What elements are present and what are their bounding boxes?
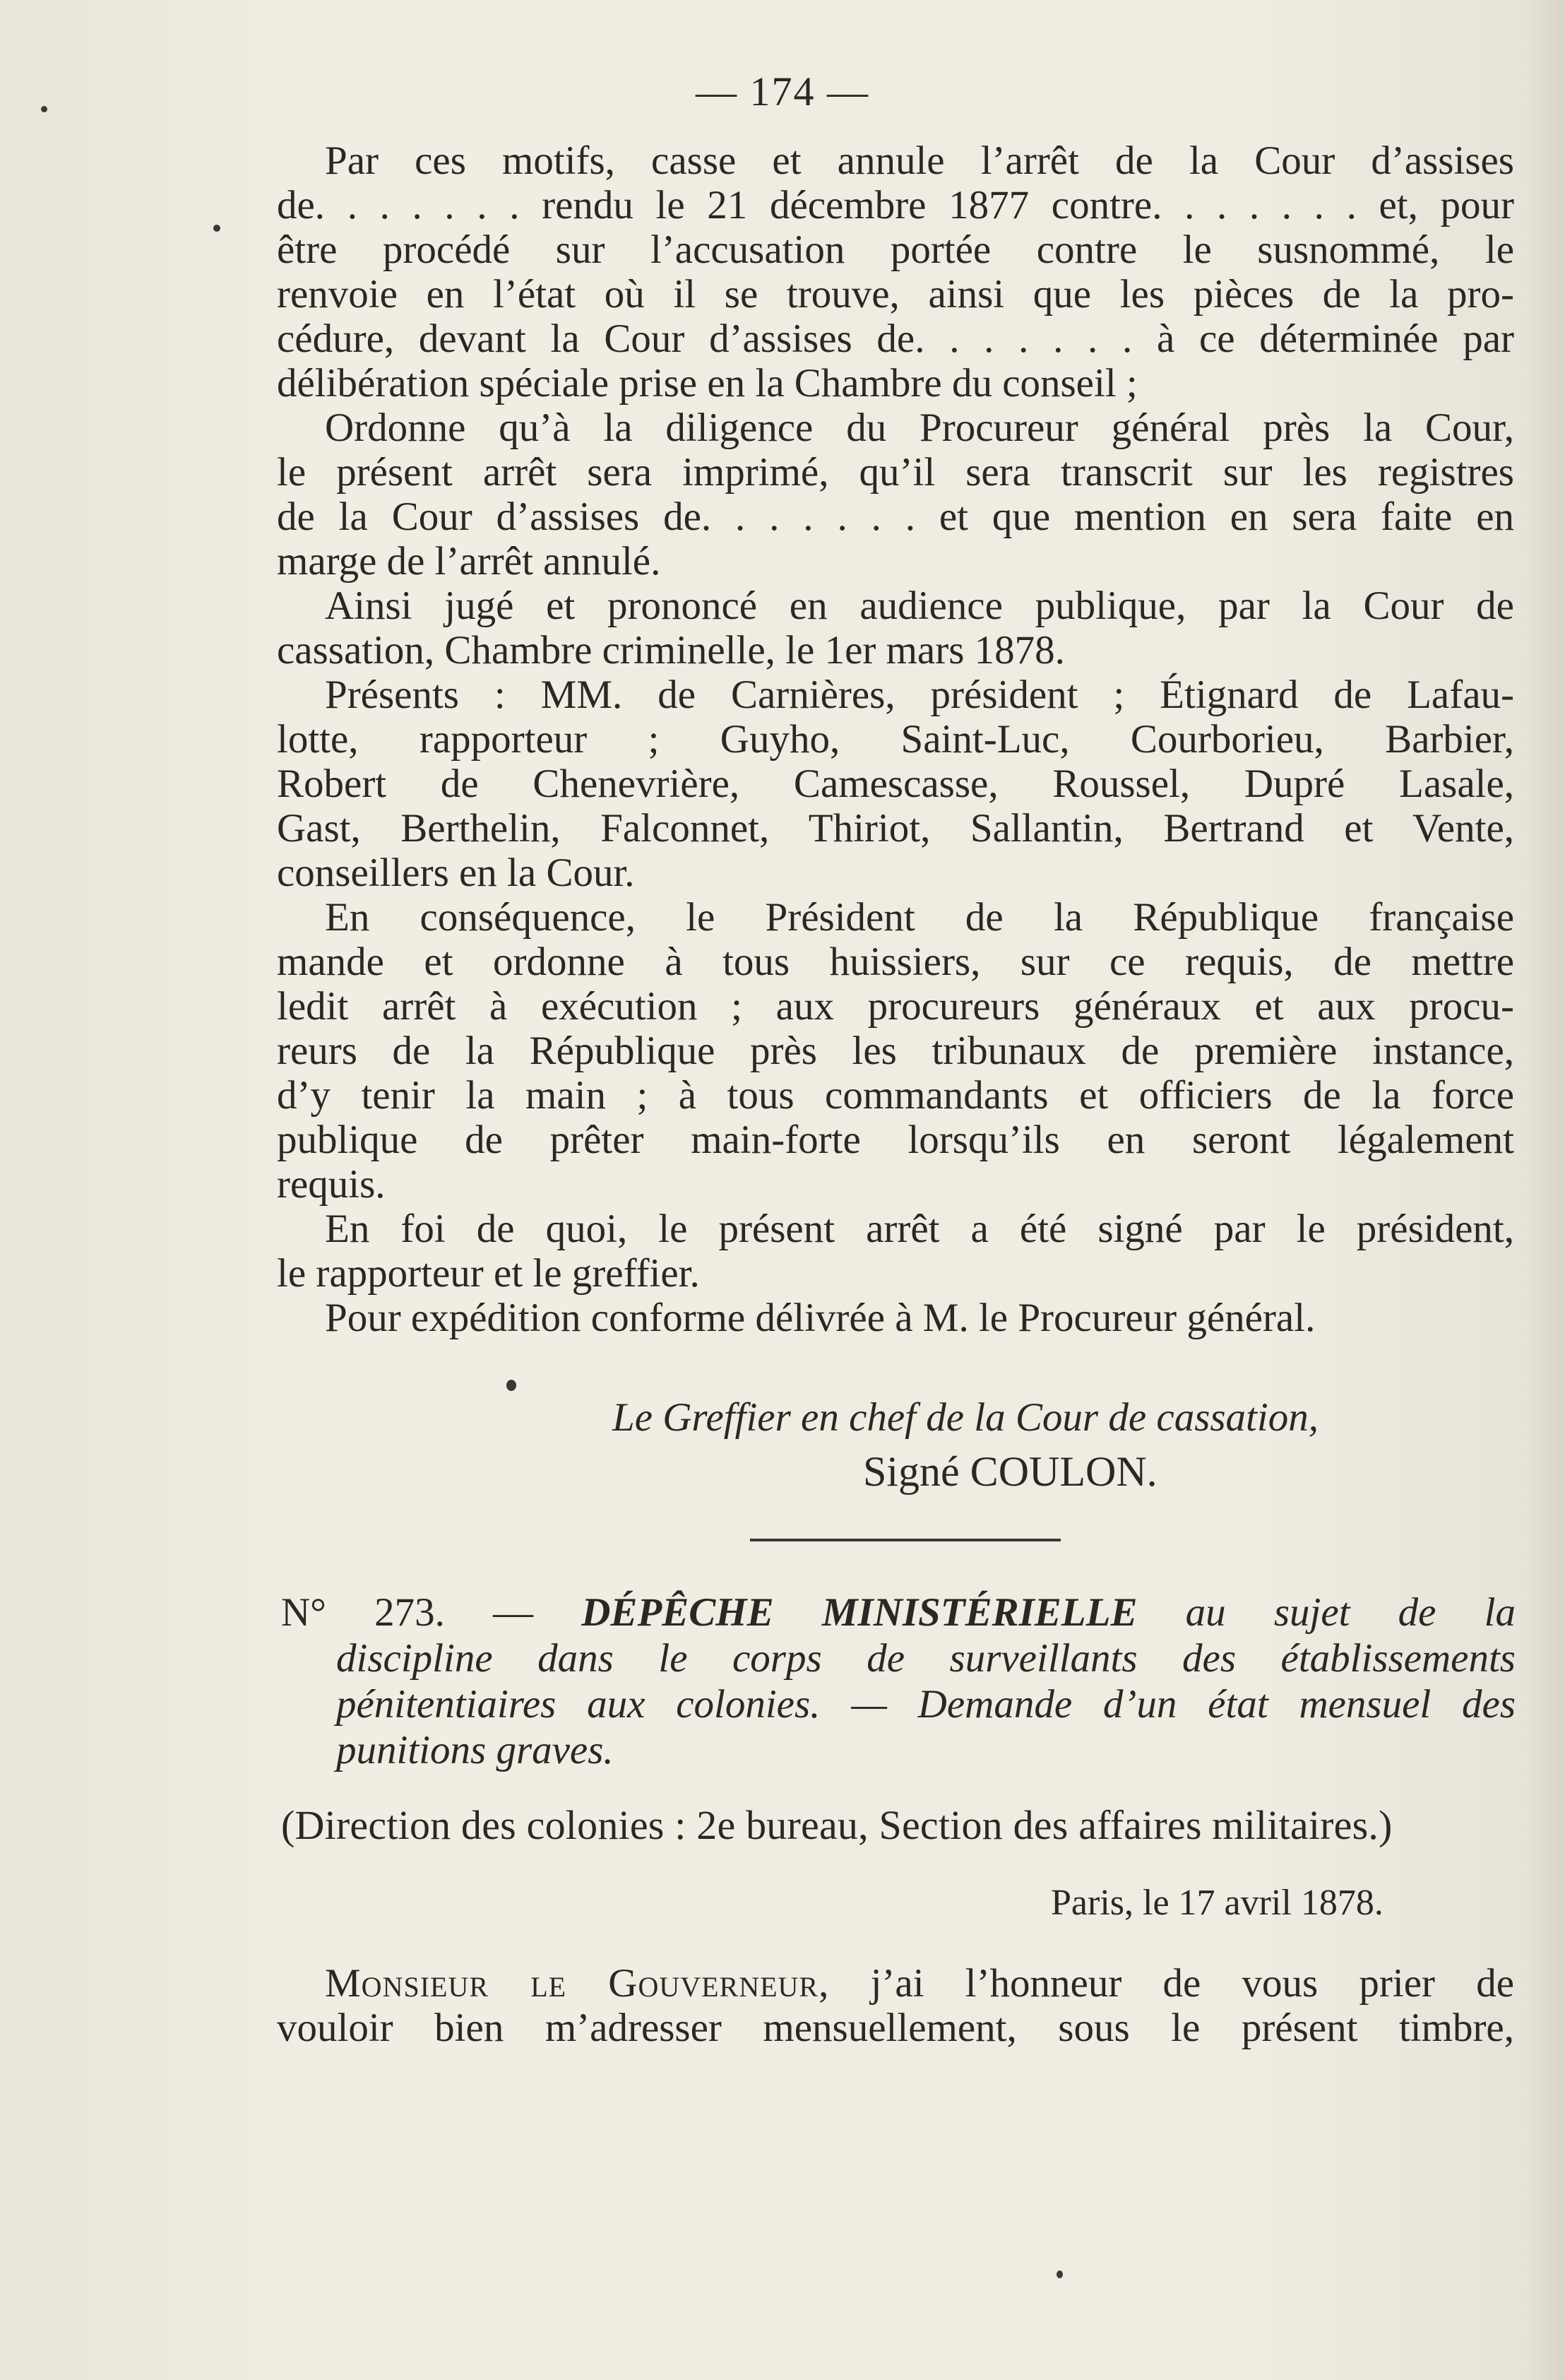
text-line: publique de prêter main-forte lorsqu’ils en seront légalement [277, 1118, 1514, 1162]
dateline: Paris, le 17 avril 1878. [1051, 1883, 1383, 1923]
text-line: Robert de Chenevrière, Camescasse, Roussel, Dupré Lasale, [277, 762, 1514, 806]
letter-opening [277, 1961, 1514, 2050]
text-line: lotte, rapporteur ; Guyho, Saint-Luc, Courborieu, Barbier, [277, 717, 1514, 762]
text-line: de. . . . . . . rendu le 21 décembre 1877 contre. . . . . . . et, pour [277, 183, 1514, 227]
text-line: cédure, devant la Cour d’assises de. . . . . . . à ce déterminée par [277, 316, 1514, 361]
direction-line: (Direction des colonies : 2e bureau, Section des affaires militaires.) [281, 1802, 1393, 1848]
text-line: le présent arrêt sera imprimé, qu’il sera transcrit sur les registres [277, 450, 1514, 495]
text-line: En foi de quoi, le présent arrêt a été signé par le président, [325, 1207, 1514, 1251]
page-edge-shadow [1523, 0, 1565, 2380]
text-line: reurs de la République près les tribunaux de première instance, [277, 1029, 1514, 1073]
decision-text [277, 138, 1514, 1340]
section-divider [750, 1539, 1061, 1541]
text-line [277, 1961, 1514, 2006]
text-line: ledit arrêt à exécution ; aux procureurs généraux et aux procu- [277, 984, 1514, 1029]
text-line: Par ces motifs, casse et annule l’arrêt de la Cour d’assises [325, 138, 1514, 183]
text-line: mande et ordonne à tous huissiers, sur ce requis, de mettre [277, 940, 1514, 984]
ink-speck [506, 1380, 516, 1391]
text-line: de la Cour d’assises de. . . . . . . et que mention en sera faite en [277, 495, 1514, 539]
text-line: marge de l’arrêt annulé. [277, 539, 661, 584]
notice-line [281, 1681, 1516, 1727]
notice-heading [281, 1589, 1516, 1773]
notice-line [281, 1589, 1516, 1635]
notice-subject: au sujet de la [1185, 1590, 1516, 1635]
notice-subject-line: discipline dans le corps de surveillants des établissements [336, 1636, 1516, 1681]
text-line: Présents : MM. de Carnières, président ; Étignard de Lafau- [325, 673, 1514, 717]
signature-block [277, 1395, 1514, 1494]
ink-speck [41, 106, 47, 112]
notice-number: N° 273. — [281, 1590, 534, 1635]
notice-title: DÉPÊCHE MINISTÉRIELLE [581, 1590, 1138, 1635]
text-line: requis. [277, 1162, 386, 1207]
notice-subject-line: punitions graves. [336, 1728, 614, 1772]
salutation: Monsieur le Gouverneur, [325, 1961, 830, 2006]
text-line: vouloir bien m’adresser mensuellement, sous le présent timbre, [277, 2006, 1514, 2050]
signature-name: Signé COULON. [863, 1448, 1158, 1495]
text-line: Ainsi jugé et prononcé en audience publique, par la Cour de [325, 584, 1514, 628]
notice-line [281, 1727, 1516, 1773]
signature-title: Le Greffier en chef de la Cour de cassation, [612, 1395, 1319, 1440]
text-line: Pour expédition conforme délivrée à M. le Procureur général. [325, 1296, 1316, 1340]
notice-line [281, 1635, 1516, 1681]
text-line: Ordonne qu’à la diligence du Procureur général près la Cour, [325, 405, 1514, 450]
notice-subject-line: pénitentiaires aux colonies. — Demande d’un état mensuel des [336, 1682, 1516, 1727]
text-line: d’y tenir la main ; à tous commandants et officiers de la force [277, 1073, 1514, 1118]
text-line: En conséquence, le Président de la République française [325, 895, 1514, 940]
ink-speck [1057, 2271, 1063, 2278]
text-line: Gast, Berthelin, Falconnet, Thiriot, Sallantin, Bertrand et Vente, [277, 806, 1514, 851]
text-line: délibération spéciale prise en la Chambre du conseil ; [277, 361, 1138, 405]
text-line: cassation, Chambre criminelle, le 1er mars 1878. [277, 628, 1065, 673]
page-number: — 174 — [696, 69, 869, 114]
text-line: être procédé sur l’accusation portée contre le susnommé, le [277, 227, 1514, 272]
text-line: conseillers en la Cour. [277, 851, 635, 895]
ink-speck [213, 225, 220, 232]
text-line: le rapporteur et le greffier. [277, 1251, 700, 1296]
text-fragment: j’ai l’honneur de vous prier de [870, 1961, 1515, 2006]
text-line: renvoie en l’état où il se trouve, ainsi que les pièces de la pro- [277, 272, 1514, 316]
